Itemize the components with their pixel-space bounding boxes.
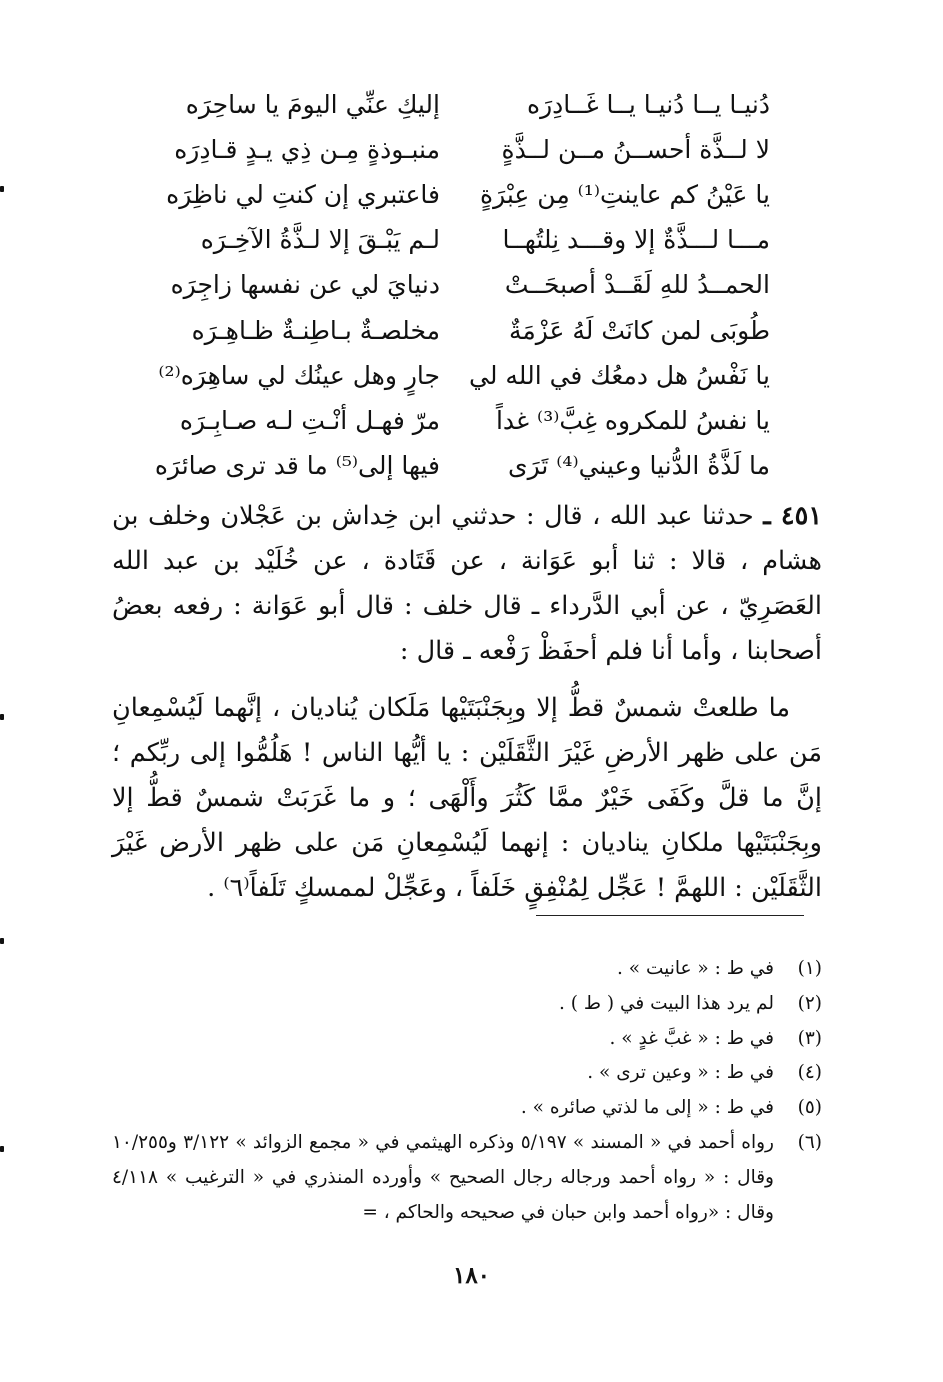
- scan-margin-mark: [0, 714, 4, 720]
- scan-margin-mark: [0, 938, 4, 944]
- verse-first-hemistich: ما لَذَّةُ الدُّنيا وعيني⁽⁴⁾ تَرَى: [508, 451, 770, 481]
- verse-second-hemistich: مرّ فهـل أنْـتِ لـه صـابِـرَه: [179, 405, 440, 435]
- footnote-item: [112, 1022, 822, 1057]
- hadith-isnad-paragraph: [112, 494, 822, 674]
- footnote-item: [112, 1056, 822, 1091]
- footnote-number: (٤): [797, 1062, 822, 1084]
- verse-first-hemistich: يا عَيْنُ كم عاينتِ⁽¹⁾ مِن عِبْرَةٍ: [479, 179, 770, 209]
- verse-first-hemistich: دُنيـا يــا دُنيـا يــا غَــادِرَه: [526, 89, 770, 119]
- verse-first-hemistich: يا نفسُ للمكروه غِبَّ⁽³⁾ غداً: [495, 405, 770, 435]
- footnote-number: (٦): [797, 1131, 822, 1153]
- footnote-item: [112, 987, 822, 1022]
- verse-row: [150, 263, 770, 308]
- isnad-text: حدثنا عبد الله ، قال : حدثني ابن خِداش بن عَجْلان وخلف بن هشام ، قالا : ثنا أبو عَوَانة ، عن قَتَادة ، عن خُلَيْد بن عبد الله العَصَرِيّ ، عن أبي الدَّرداء ـ قال خلف : قال أبو عَوَانة : رفعه بعضُ أصحابنا ، وأما أنا فلم أحفَظْ رَفْعه ـ قال :: [112, 501, 822, 666]
- verse-first-hemistich: يا نَفْسُ هل دمعُك في الله لي: [469, 360, 770, 390]
- footnote-item: [112, 1091, 822, 1126]
- verse-row: [150, 444, 770, 489]
- footnote-item: [112, 1126, 822, 1230]
- verse-first-hemistich: طُوبَى لمن كانَتْ لَهُ عَزْمَةٌ: [508, 315, 770, 345]
- verse-second-hemistich: دنيايَ لي عن نفسها زاجِرَه: [170, 270, 440, 300]
- footnote-text: في ط : « عانيت » .: [617, 958, 774, 979]
- verse-second-hemistich: لـم يَبْـقَ إلا لـذَّةُ الآخِـرَه: [200, 225, 440, 255]
- verse-second-hemistich: إليكِ عنِّي اليومَ يا ساحِرَه: [185, 89, 440, 119]
- poem: [150, 82, 770, 489]
- verse-row: [150, 82, 770, 127]
- footnote-text: في ط : « غبَّ غدٍ » .: [609, 1027, 774, 1049]
- scan-margin-mark: [0, 186, 4, 192]
- footnote-text: في ط : « وعين ترى » .: [587, 1062, 774, 1084]
- footnote-text: في ط : « إلى ما لذتي صائره » .: [520, 1097, 774, 1119]
- page-number: ١٨٠: [452, 1262, 491, 1289]
- footnote-text: رواه أحمد في « المسند » ٥/١٩٧ وذكره الهيثمي في « مجمع الزوائد » ٣/١٢٢ و١٠/٢٥٥ وقال : « رواه أحمد ورجاله رجال الصحيح » وأورده المنذري في « الترغيب » ٤/١١٨ وقال : «رواه أحمد وابن حبان في صحيحه والحاكم ، =: [112, 1131, 774, 1223]
- hadith-matn-paragraph: ما طلعتْ شمسٌ قطُّ إلا وبِجَنْبَتَيْها مَلَكان يُناديان ، إنَّهما لَيُسْمِعانِ مَن على ظهر الأرضِ غَيْرَ الثَّقَلَيْن : يا أيُّها الناس ! هَلُمُّوا إلى ربِّكم ؛ إنَّ ما قلَّ وكَفَى خَيْرٌ ممَّا كَثُرَ وأَلْهَى ؛ و ما غَرَبَتْ شمسٌ قطُّ إلا وبِجَنْبَتَيْها ملكانِ يناديان : إنهما لَيُسْمِعانِ مَن على ظهر الأرض غَيْرَ الثَّقَلَيْن : اللهمَّ ! عَجِّل لِمُنْفِقٍ خَلَفاً ، وعَجِّلْ لممسكٍ تَلَفاً⁽٦⁾ .: [112, 693, 822, 903]
- verse-first-hemistich: الحمــدُ للهِ لَقَــدْ أصبحَــتْ: [504, 270, 770, 300]
- verse-first-hemistich: لا لــذَّة أحســنُ مــن لــذَّةٍ: [501, 134, 770, 164]
- footnote-number: (٥): [797, 1097, 822, 1119]
- verse-row: [150, 127, 770, 172]
- scan-margin-mark: [0, 1146, 4, 1152]
- verse-row: [150, 172, 770, 217]
- footnote-number: (٣): [797, 1027, 822, 1049]
- verse-first-hemistich: مـــا لـــذَّةٌ إلا وقـــد نِلتُهــا: [502, 225, 770, 255]
- footnotes: [112, 952, 822, 1230]
- verse-second-hemistich: فاعتبري إن كنتِ لي ناظِرَه: [166, 179, 440, 209]
- verse-second-hemistich: مخلصـةٌ بـاطِنـةٌ ظـاهِـرَه: [191, 315, 440, 345]
- footnote-text: لم يرد هذا البيت في ( ط ) .: [559, 992, 774, 1014]
- verse-second-hemistich: فيها إلى⁽⁵⁾ ما قد ترى صائرَه: [154, 451, 440, 481]
- verse-row: [150, 398, 770, 443]
- hadith-number: ٤٥١ ـ: [763, 501, 823, 531]
- verse-second-hemistich: جارٍ وهل عينُك لي ساهِرَه⁽²⁾: [158, 360, 440, 390]
- footnote-number: (٢): [797, 992, 822, 1014]
- verse-second-hemistich: منبـوذةٍ مِـن ذِي يـدٍ قـادِرَه: [174, 134, 440, 164]
- footnote-number: (١): [797, 958, 822, 979]
- footnote-separator: [536, 915, 804, 916]
- verse-row: [150, 308, 770, 353]
- verse-row: [150, 218, 770, 263]
- verse-row: [150, 353, 770, 398]
- footnote-item: [112, 952, 822, 987]
